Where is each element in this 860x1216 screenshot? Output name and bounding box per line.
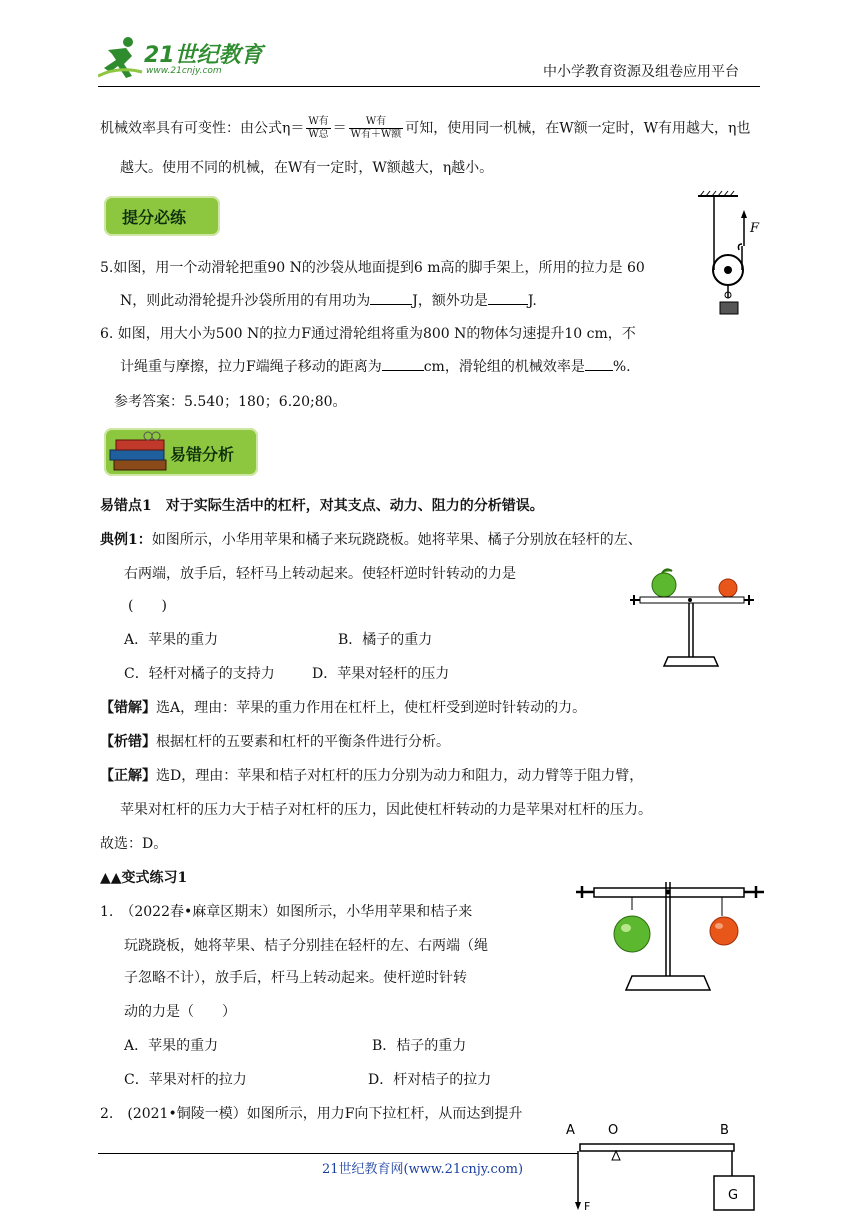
practice-title: ▲▲变式练习1 <box>100 870 188 886</box>
q6-blank-1[interactable] <box>382 356 424 371</box>
lever-label-f: F <box>584 1200 591 1213</box>
fraction-2: $\frac{\text{W有}}{\text{W有＋W额}}$ <box>350 116 402 140</box>
q5-line-2: N，则此动滑轮提升沙袋所用的有用功为 J，额外功是 J. <box>120 290 537 311</box>
example-1-line-1: 典例1：如图所示，小华用苹果和橘子来玩跷跷板。她将苹果、橘子分别放在轻杆的左、 <box>100 532 642 548</box>
seesaw-figure-2 <box>574 876 766 996</box>
q6-blank-2[interactable] <box>585 356 613 371</box>
error-analysis: 【析错】根据杠杆的五要素和杠杆的平衡条件进行分析。 <box>100 734 450 750</box>
example-1-option-d[interactable]: D．苹果对轻杆的压力 <box>312 666 450 682</box>
fraction-1: $\frac{\text{W有}}{\text{W总}}$ <box>308 116 329 140</box>
practice-option-c[interactable]: C．苹果对杆的拉力 <box>124 1072 247 1088</box>
logo-url: www.21cnjy.com <box>146 66 222 76</box>
platform-title: 中小学教育资源及组卷应用平台 <box>543 64 739 80</box>
lever-figure <box>560 1118 760 1216</box>
correct-solution-line-2: 苹果对杠杆的压力大于桔子对杠杆的压力，因此使杠杆转动的力是苹果对杠杆的压力。 <box>120 802 652 818</box>
pulley-label-f: F <box>750 221 760 236</box>
wrong-solution: 【错解】选A，理由：苹果的重力作用在杠杆上，使杠杆受到逆时针转动的力。 <box>100 700 587 716</box>
header-divider <box>98 86 760 87</box>
correct-solution-line-1: 【正解】选D，理由：苹果和桔子对杠杆的压力分别为动力和阻力，动力臂等于阻力臂， <box>100 768 644 784</box>
answer-reference: 参考答案：5.540；180；6.20;80。 <box>114 394 347 410</box>
practice-option-b[interactable]: B．桔子的重力 <box>372 1038 467 1054</box>
site-logo <box>98 36 268 80</box>
q5-blank-2[interactable] <box>488 290 528 305</box>
efficiency-line-2: 越大。使用不同的机械，在W有一定时，W额越大，η越小。 <box>120 160 494 176</box>
practice-q1-line-4: 动的力是（ ） <box>124 1004 236 1020</box>
q6-line-2: 计绳重与摩擦，拉力F端绳子移动的距离为 cm，滑轮组的机械效率是 %. <box>120 356 631 377</box>
practice-option-a[interactable]: A．苹果的重力 <box>124 1038 219 1054</box>
practice-q1-line-2: 玩跷跷板，她将苹果、桔子分别挂在轻杆的左、右两端（绳 <box>124 938 488 954</box>
orange-icon <box>710 917 738 945</box>
apple-icon <box>614 916 650 952</box>
practice-q1-line-3: 子忽略不计），放手后，杆马上转动起来。使杆逆时针转 <box>124 970 467 986</box>
conclusion: 故选：D。 <box>100 836 168 852</box>
pulley-figure <box>692 190 774 320</box>
example-1-option-a[interactable]: A．苹果的重力 <box>124 632 219 648</box>
apple-icon <box>652 573 676 597</box>
footer-divider <box>98 1153 578 1154</box>
example-1-option-b[interactable]: B．橘子的重力 <box>338 632 433 648</box>
lever-label-a: A <box>566 1123 575 1138</box>
lever-label-g: G <box>728 1188 739 1203</box>
practice-q1-line-1: 1. （2022春•麻章区期末）如图所示，小华用苹果和桔子来 <box>100 904 473 920</box>
q5-line-1: 5.如图，用一个动滑轮把重90 N的沙袋从地面提到6 m高的脚手架上，所用的拉力是 60 <box>100 260 645 276</box>
example-1-paren: ( ) <box>128 598 167 614</box>
logo-text: 21世纪教育 <box>144 43 263 68</box>
seesaw-figure-1 <box>628 566 756 668</box>
practice-q2-line-1: 2. (2021•铜陵一模）如图所示，用力F向下拉杠杆，从而达到提升 <box>100 1106 523 1122</box>
section-badge-practice: 提分必练 <box>104 196 220 236</box>
footer-link[interactable]: 21世纪教育网(www.21cnjy.com) <box>322 1162 524 1177</box>
runner-logo-icon <box>98 36 144 80</box>
q6-line-1: 6. 如图，用大小为500 N的拉力F通过滑轮组将重为800 N的物体匀速提升10 cm，不 <box>100 326 636 342</box>
error-point-1-title: 易错点1 对于实际生活中的杠杆，对其支点、动力、阻力的分析错误。 <box>100 498 544 514</box>
lever-label-b: B <box>720 1123 729 1138</box>
example-1-line-2: 右两端，放手后，轻杆马上转动起来。使轻杆逆时针转动的力是 <box>124 566 516 582</box>
efficiency-formula-line: 机械效率具有可变性：由公式η＝ $\frac{\text{W有}}{\text{W总}}$ ＝ $\frac{\text{W有}}{\text{W有＋W额}}$ 可知，使用同一机械，在W额一定时，W有用越大，η也 <box>100 116 751 140</box>
books-icon <box>108 430 170 476</box>
section-badge-errors: 易错分析 <box>104 428 258 476</box>
lever-label-o: O <box>608 1123 619 1138</box>
orange-icon <box>719 579 737 597</box>
q5-blank-1[interactable] <box>370 290 412 305</box>
example-1-option-c[interactable]: C．轻杆对橘子的支持力 <box>124 666 275 682</box>
practice-option-d[interactable]: D．杆对桔子的拉力 <box>368 1072 492 1088</box>
